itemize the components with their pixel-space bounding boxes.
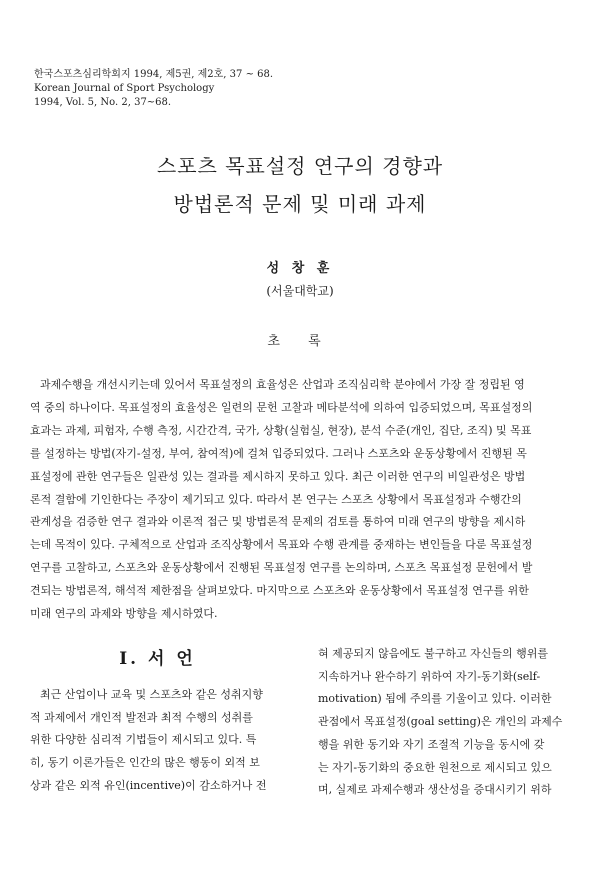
abstract-line: 를 설정하는 방법(자기-설정, 부여, 참여적)에 걸쳐 입증되었다. 그러나 스포츠와 운동상황에서 진행된 목	[30, 446, 527, 460]
abstract-line: 론적 결함에 기인한다는 주장이 제기되고 있다. 따라서 본 연구는 스포츠 상황에서 목표설정과 수행간의	[30, 492, 522, 506]
body-line: 위한 다양한 심리적 기법들이 제시되고 있다. 특	[30, 733, 257, 747]
paper-title-line-2: 방법론적 문제 및 미래 과제	[173, 192, 427, 216]
body-column-left	[30, 684, 292, 798]
body-line: 지속하거나 완수하기 위하여 자기-동기화(self-	[318, 669, 541, 683]
paper-title-line-1: 스포츠 목표설정 연구의 경향과	[156, 154, 444, 178]
body-line: 적 과제에서 개인적 발전과 최적 수행의 성취를	[30, 710, 253, 724]
citation-volume: 1994, Vol. 5, No. 2, 37~68.	[34, 97, 172, 108]
abstract-line: 표설정에 관한 연구들은 일관성 있는 결과를 제시하지 못하고 있다. 최근 이러한 연구의 비일관성은 방법	[30, 469, 526, 483]
body-column-right	[318, 643, 574, 802]
body-line: 는 자기-동기화의 중요한 원천으로 제시되고 있으	[318, 760, 552, 774]
abstract-heading: 초 록	[267, 334, 333, 349]
abstract-line: 과제수행을 개선시키는데 있어서 목표설정의 효율성은 산업과 조직심리학 분야에서 가장 잘 정립된 영	[40, 378, 525, 391]
abstract-line: 미래 연구의 과제와 방향을 제시하였다.	[30, 607, 218, 621]
abstract-line: 관계성을 검증한 연구 결과와 이론적 접근 및 방법론적 문제의 검토를 통하여 미래 연구의 방향을 제시하	[30, 515, 526, 529]
abstract-line: 효과는 과제, 피험자, 수행 측정, 시간간격, 국가, 상황(실험실, 현장), 분석 수준(개인, 집단, 조직) 및 목표	[30, 423, 532, 437]
journal-citation-header	[34, 68, 273, 110]
abstract-line: 는데 목적이 있다. 구체적으로 산업과 조직상황에서 목표와 수행 관계를 중재하는 변인들을 다룬 목표설정	[30, 538, 533, 552]
abstract-line: 연구를 고찰하고, 스포츠와 운동상황에서 진행된 목표설정 연구를 논의하며, 스포츠 목표설정 문헌에서 발	[30, 561, 533, 575]
author-name: 성 창 훈	[266, 261, 334, 276]
abstract-line: 역 중의 하나이다. 목표설정의 효율성은 일련의 문헌 고찰과 메타분석에 의하여 입증되었으며, 목표설정의	[30, 400, 533, 414]
section-heading-introduction: Ⅰ. 서 언	[119, 649, 196, 669]
body-line: 상과 같은 외적 유인(incentive)이 감소하거나 전	[30, 778, 267, 792]
body-line: motivation) 됨에 주의를 기울이고 있다. 이러한	[318, 692, 552, 706]
citation-english-journal: Korean Journal of Sport Psychology	[34, 83, 215, 94]
abstract-body	[30, 374, 570, 626]
abstract-line: 견되는 방법론적, 해석적 제한점을 살펴보았다. 마지막으로 스포츠와 운동상황에서 목표설정 연구를 위한	[30, 584, 529, 598]
body-line: 히, 동기 이론가들은 인간의 많은 행동이 외적 보	[30, 756, 260, 770]
author-affiliation: (서울대학교)	[266, 284, 334, 298]
body-line: 며, 실제로 과제수행과 생산성을 증대시키기 위하	[318, 783, 552, 797]
body-line: 관점에서 목표설정(goal setting)은 개인의 과제수	[318, 715, 563, 729]
citation-korean: 한국스포츠심리학회지 1994, 제5권, 제2호, 37 ~ 68.	[34, 69, 274, 80]
body-line: 혀 제공되지 않음에도 불구하고 자신들의 행위를	[318, 647, 549, 660]
body-line: 최근 산업이나 교육 및 스포츠와 같은 성취지향	[40, 688, 263, 701]
body-line: 행을 위한 동기와 자기 조절적 기능을 동시에 갖	[318, 737, 545, 751]
